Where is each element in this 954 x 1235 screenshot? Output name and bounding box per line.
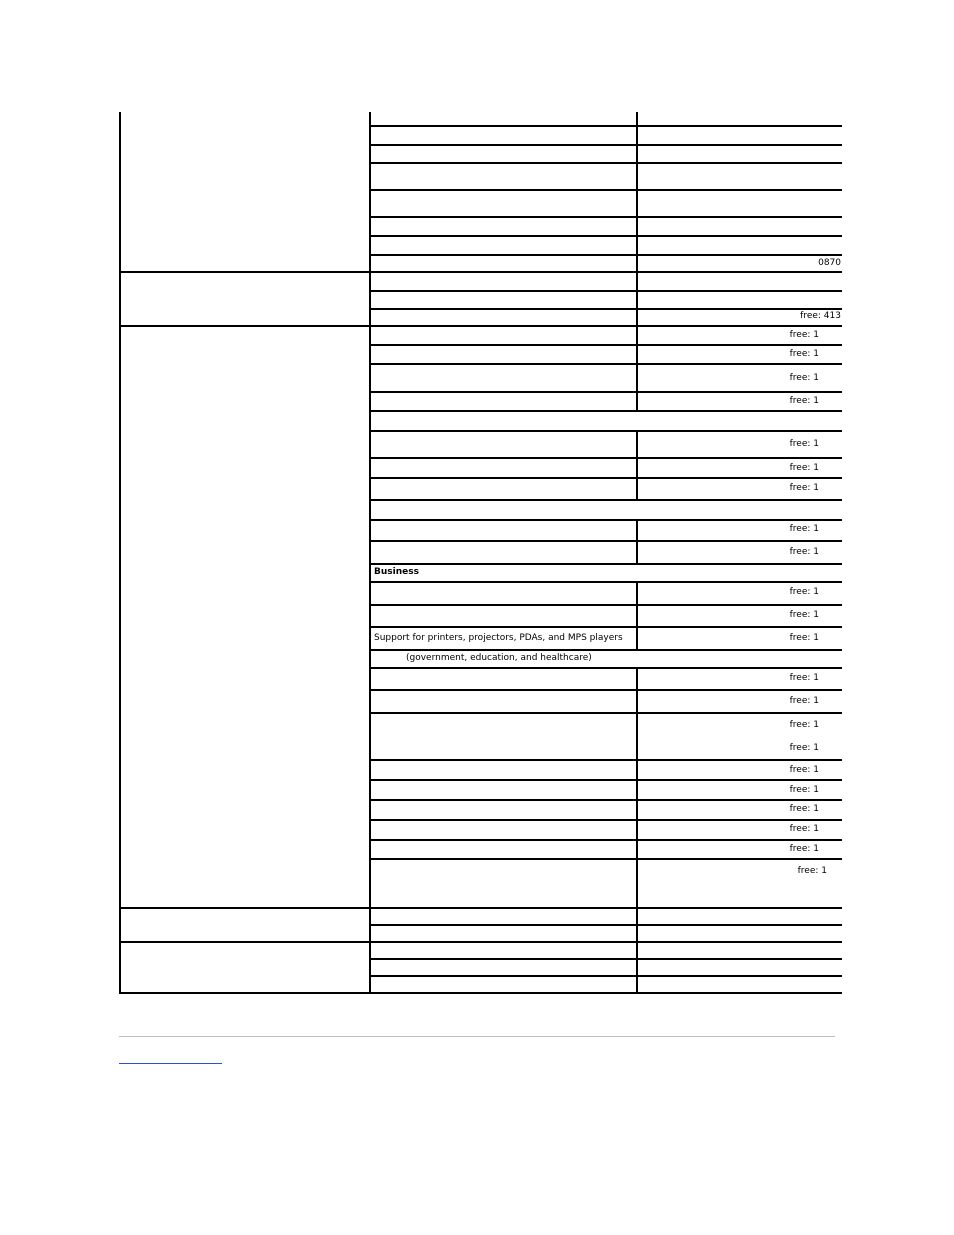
table-cell: free: 1: [789, 524, 819, 534]
table-row-divider: [369, 477, 842, 479]
table-row-divider: [369, 519, 842, 521]
table-row-divider: [369, 254, 842, 256]
table-cell: (government, education, and healthcare): [406, 653, 592, 663]
table-row-divider: [369, 125, 842, 127]
table-row-divider: [369, 581, 842, 583]
table-row-divider: [369, 189, 842, 191]
table-row-divider: [369, 144, 842, 146]
table-bottom-border: [119, 992, 842, 994]
table-row-divider: [369, 457, 842, 459]
table-cell: free: 1: [789, 547, 819, 557]
table-column-divider-2: [636, 112, 638, 410]
table-row-divider: [119, 941, 842, 943]
table-cell: free: 1: [789, 720, 819, 730]
table-row-divider: [369, 858, 842, 860]
table-cell: free: 1: [789, 824, 819, 834]
table-row-divider: [369, 958, 842, 960]
table-row-divider: [369, 563, 842, 565]
table-cell: free: 1: [789, 743, 819, 753]
table-cell: free: 1: [789, 804, 819, 814]
table-row-divider: [369, 430, 842, 432]
table-row-divider: [369, 391, 842, 393]
table-column-divider-1: [369, 112, 371, 994]
table-row-divider: [369, 689, 842, 691]
section-heading-business: Business: [374, 567, 419, 577]
table-cell: free: 413: [800, 311, 841, 321]
table-column-divider-2: [636, 582, 638, 650]
table-row-divider: [369, 308, 842, 310]
table-row-divider: [369, 344, 842, 346]
table-row-divider: [369, 162, 842, 164]
table-row-divider: [369, 924, 842, 926]
table-cell: free: 1: [789, 633, 819, 643]
table-row-divider: [119, 271, 842, 273]
table-row-divider: [369, 712, 842, 714]
table-row-divider: [369, 626, 842, 628]
table-cell: free: 1: [789, 587, 819, 597]
footer-divider: [119, 1036, 835, 1037]
table-cell: free: 1: [789, 373, 819, 383]
table-row-divider: [369, 604, 842, 606]
table-cell: free: 1: [789, 610, 819, 620]
table-row-divider: [369, 410, 842, 412]
table-row-divider: [369, 819, 842, 821]
back-to-top-link[interactable]: [119, 1063, 222, 1064]
table-cell: free: 1: [789, 765, 819, 775]
table-left-border: [119, 112, 121, 994]
table-row-divider: [369, 667, 842, 669]
table-row-divider: [369, 235, 842, 237]
table-cell: free: 1: [789, 844, 819, 854]
table-row-divider: [369, 839, 842, 841]
table-row-divider: [369, 799, 842, 801]
table-row-divider: [369, 975, 842, 977]
table-row-divider: [369, 540, 842, 542]
table-row-divider: [369, 759, 842, 761]
table-cell: free: 1: [789, 396, 819, 406]
table-column-divider-2: [636, 430, 638, 499]
table-row-divider: [369, 499, 842, 501]
table-cell: free: 1: [789, 483, 819, 493]
table-row-divider: [119, 325, 842, 327]
table-row-divider: [369, 363, 842, 365]
table-row-divider: [119, 907, 842, 909]
table-cell: free: 1: [797, 866, 827, 876]
table-cell: Support for printers, projectors, PDAs, and MPS players: [374, 633, 623, 643]
table-cell: 0870: [818, 258, 841, 268]
table-cell: free: 1: [789, 673, 819, 683]
table-row-divider: [369, 779, 842, 781]
table-cell: free: 1: [789, 696, 819, 706]
table-row-divider: [369, 290, 842, 292]
table-cell: free: 1: [789, 785, 819, 795]
table-row-divider: [369, 216, 842, 218]
table-cell: free: 1: [789, 439, 819, 449]
table-row-divider: [369, 649, 842, 651]
table-cell: free: 1: [789, 349, 819, 359]
table-cell: free: 1: [789, 463, 819, 473]
table-cell: free: 1: [789, 330, 819, 340]
table-column-divider-2: [636, 668, 638, 994]
